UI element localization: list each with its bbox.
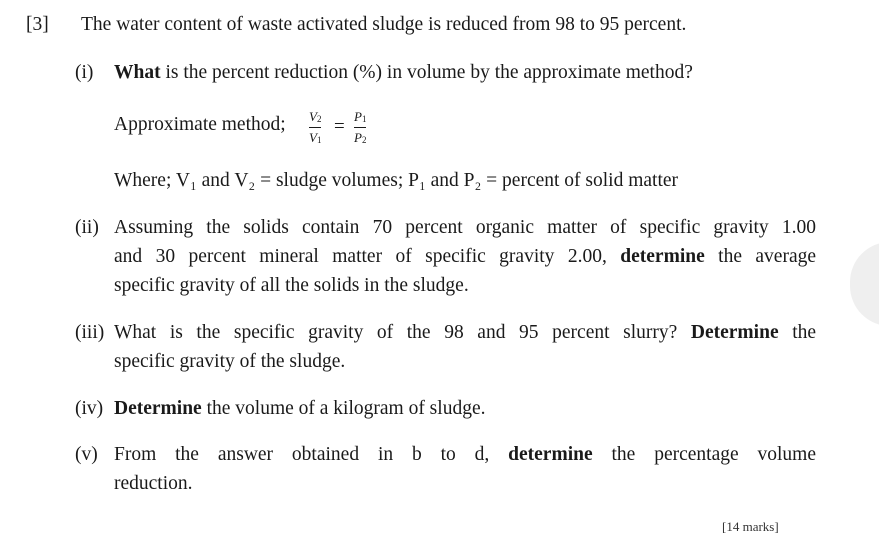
part-i-text xyxy=(114,62,693,84)
question-stem: The water content of waste activated sludge is reduced from 98 to 95 percent. xyxy=(81,14,687,35)
question-number: [3] xyxy=(26,14,49,35)
part-iii-line1: What is the specific gravity of the 98 and 95 percent slurry? Determine the xyxy=(114,322,817,343)
part-ii-line1: Assuming the solids contain 70 percent organic matter of specific gravity 1.00 xyxy=(114,217,816,238)
decorative-circle xyxy=(850,242,879,326)
part-iii-bold: Determine xyxy=(690,322,779,343)
part-v-line1: From the answer obtained in b to d, determine the percentage volume xyxy=(114,444,816,465)
part-i-bold-lead: What xyxy=(114,62,161,83)
part-ii-line2: and 30 percent mineral matter of specific gravity 2.00, determine the average xyxy=(114,246,817,267)
part-iv-text: Determine the volume of a kilogram of sludge. xyxy=(114,398,486,419)
part-v-bold: determine xyxy=(508,444,593,465)
part-iv-bold-lead: Determine xyxy=(114,398,202,419)
part-ii-bold: determine xyxy=(620,246,705,267)
part-i-label: (i) xyxy=(75,62,94,83)
formula-lhs-fraction xyxy=(309,110,321,145)
part-ii-line3: specific gravity of all the solids in the sludge. xyxy=(114,275,469,296)
where-definitions: Where; V₁ and V₂ = sludge volumes; P₁ and P₂ = percent of solid matter xyxy=(114,170,679,191)
part-ii-label: (ii) xyxy=(75,217,99,238)
part-iii-label: (iii) xyxy=(75,322,105,343)
formula-rhs-denominator: $P_2$ xyxy=(354,130,367,145)
formula-lhs-denominator: $V_1$ xyxy=(309,130,322,145)
part-v-label: (v) xyxy=(75,444,98,465)
part-iv-label: (iv) xyxy=(75,398,104,419)
fraction-bar xyxy=(309,127,321,128)
formula-rhs-numerator: $P_1$ xyxy=(354,109,367,124)
formula-lhs-numerator: $V_2$ xyxy=(309,109,322,124)
part-i-question: is the percent reduction (%) in volume by the approximate method? xyxy=(165,62,693,83)
marks-allocation: [14 marks] xyxy=(722,519,779,534)
method-label: Approximate method; xyxy=(114,114,286,135)
part-iii-line2: specific gravity of the sludge. xyxy=(114,351,346,372)
part-v-line2: reduction. xyxy=(114,473,193,494)
formula-rhs-fraction xyxy=(354,110,366,145)
fraction-bar xyxy=(354,127,366,128)
formula-equals: = xyxy=(334,116,345,137)
